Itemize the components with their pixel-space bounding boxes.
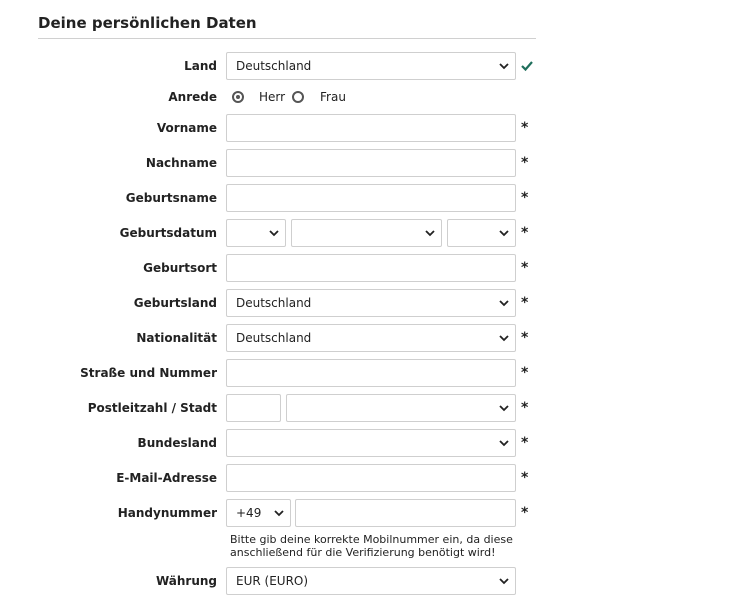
row-bundesland <box>0 429 754 457</box>
strasse-input[interactable] <box>226 359 516 387</box>
label-nationalitaet: Nationalität <box>136 331 217 345</box>
waehrung-select-value: EUR (EURO) <box>236 574 309 588</box>
land-select-value: Deutschland <box>236 59 312 73</box>
required-marker: * <box>521 400 529 416</box>
row-handy <box>0 499 754 527</box>
label-bundesland: Bundesland <box>137 436 217 450</box>
chevron-down-icon <box>274 509 284 517</box>
label-vorname: Vorname <box>156 121 217 135</box>
vorname-input[interactable] <box>226 114 516 142</box>
chevron-down-icon <box>425 229 435 237</box>
required-marker: * <box>521 190 529 206</box>
check-icon <box>520 59 534 73</box>
label-geburtsort: Geburtsort <box>143 261 217 275</box>
nationalitaet-select-value: Deutschland <box>236 331 312 345</box>
plz-input[interactable] <box>226 394 281 422</box>
radio-frau[interactable] <box>292 91 304 103</box>
chevron-down-icon <box>499 439 509 447</box>
required-marker: * <box>521 225 529 241</box>
chevron-down-icon <box>499 229 509 237</box>
label-land: Land <box>184 59 217 73</box>
row-plz-stadt <box>0 394 754 422</box>
row-geburtsname <box>0 184 754 212</box>
handy-hint-text: Bitte gib deine korrekte Mobilnummer ein, da diese anschließend für die Verifizierung benötigt wird! <box>230 533 513 559</box>
chevron-down-icon <box>499 404 509 412</box>
geburtsland-select-value: Deutschland <box>236 296 312 310</box>
required-marker: * <box>521 330 529 346</box>
label-strasse: Straße und Nummer <box>80 366 217 380</box>
geburtsdatum-month-select[interactable] <box>291 219 442 247</box>
radio-herr-label[interactable]: Herr <box>259 90 286 104</box>
row-geburtsort <box>0 254 754 282</box>
nationalitaet-select[interactable] <box>226 324 516 352</box>
geburtsland-select[interactable] <box>226 289 516 317</box>
row-nachname <box>0 149 754 177</box>
geburtsdatum-year-select[interactable] <box>447 219 516 247</box>
nachname-input[interactable] <box>226 149 516 177</box>
required-marker: * <box>521 435 529 451</box>
section-title: Deine persönlichen Daten <box>38 14 536 39</box>
chevron-down-icon <box>499 334 509 342</box>
label-geburtsland: Geburtsland <box>133 296 217 310</box>
label-geburtsdatum: Geburtsdatum <box>119 226 217 240</box>
required-marker: * <box>521 155 529 171</box>
chevron-down-icon <box>499 577 509 585</box>
radio-frau-label[interactable]: Frau <box>320 90 346 104</box>
chevron-down-icon <box>499 62 509 70</box>
stadt-select[interactable] <box>286 394 516 422</box>
label-nachname: Nachname <box>145 156 217 170</box>
row-geburtsland <box>0 289 754 317</box>
label-email: E-Mail-Adresse <box>116 471 217 485</box>
land-select[interactable] <box>226 52 516 80</box>
chevron-down-icon <box>499 299 509 307</box>
required-marker: * <box>521 470 529 486</box>
required-marker: * <box>521 120 529 136</box>
geburtsdatum-day-select[interactable] <box>226 219 286 247</box>
bundesland-select[interactable] <box>226 429 516 457</box>
required-marker: * <box>521 260 529 276</box>
row-strasse <box>0 359 754 387</box>
label-handy: Handynummer <box>117 506 217 520</box>
required-marker: * <box>521 365 529 381</box>
row-anrede <box>0 83 754 111</box>
row-email <box>0 464 754 492</box>
row-geburtsdatum <box>0 219 754 247</box>
label-geburtsname: Geburtsname <box>125 191 217 205</box>
row-waehrung <box>0 567 754 595</box>
label-anrede: Anrede <box>168 90 217 104</box>
radio-herr[interactable] <box>232 91 244 103</box>
geburtsname-input[interactable] <box>226 184 516 212</box>
row-land <box>0 52 754 80</box>
label-plz-stadt: Postleitzahl / Stadt <box>87 401 217 415</box>
email-input[interactable] <box>226 464 516 492</box>
geburtsort-input[interactable] <box>226 254 516 282</box>
row-nationalitaet <box>0 324 754 352</box>
label-waehrung: Währung <box>155 574 217 588</box>
handy-input[interactable] <box>295 499 516 527</box>
chevron-down-icon <box>269 229 279 237</box>
waehrung-select[interactable] <box>226 567 516 595</box>
handy-prefix-select[interactable] <box>226 499 291 527</box>
required-marker: * <box>521 505 529 521</box>
row-vorname <box>0 114 754 142</box>
required-marker: * <box>521 295 529 311</box>
handy-prefix-value: +49 <box>236 506 262 520</box>
